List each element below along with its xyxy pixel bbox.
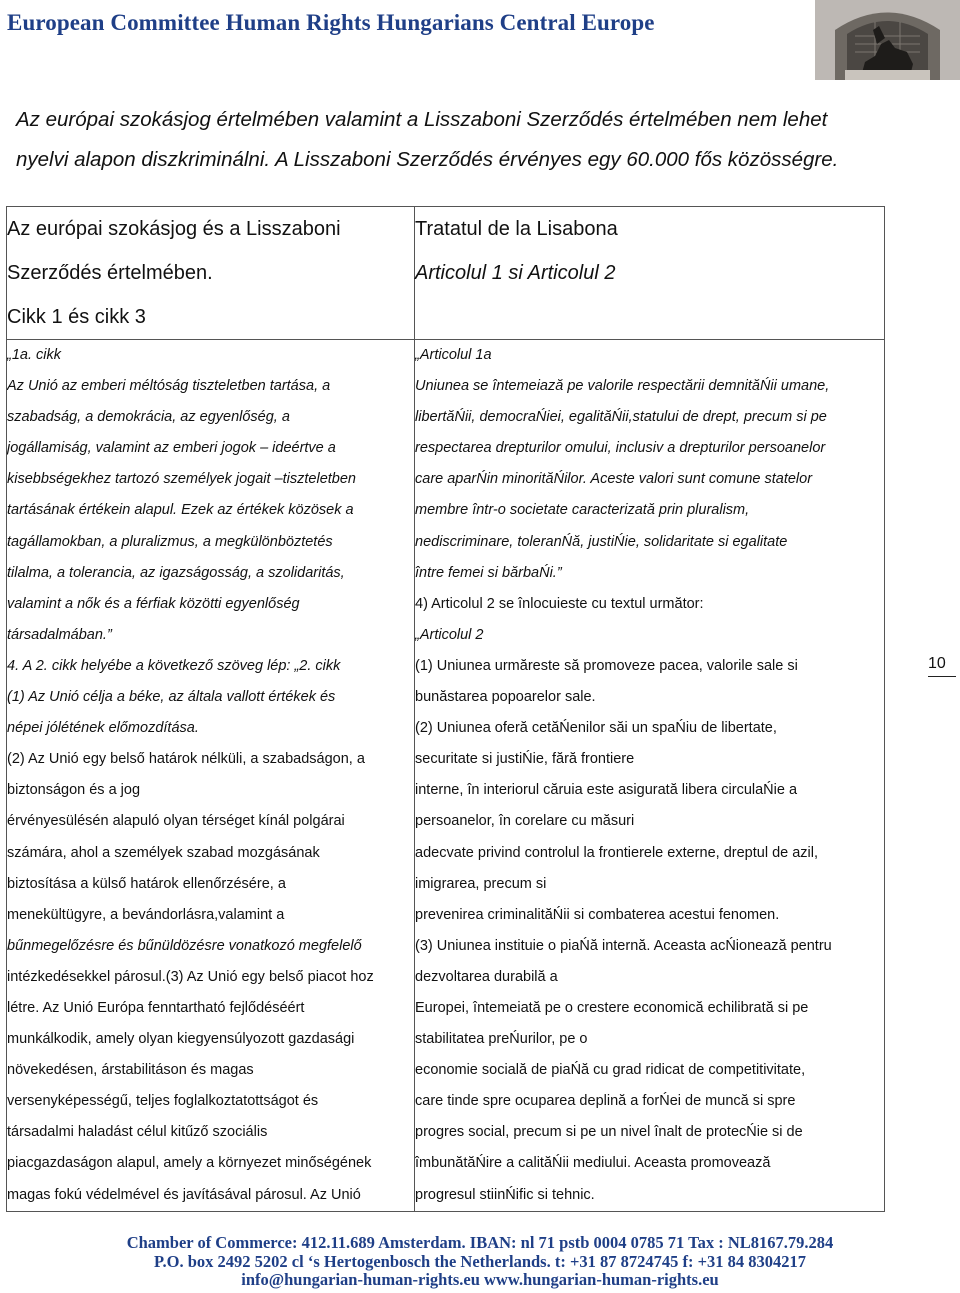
text-line: nediscriminare, toleranŃă, justiŃie, solidaritate si egalitate xyxy=(415,533,788,550)
intro-line: Az európai szokásjog értelmében valamint a Lisszaboni Szerződés értelmében nem lehet xyxy=(16,108,828,131)
text-line: intézkedésekkel párosul.(3) Az Unió egy belső piacot hoz xyxy=(7,968,374,985)
text-line: társadalmi haladást célul kitűző szociális xyxy=(7,1124,268,1141)
letterhead-footer xyxy=(0,1234,960,1290)
text-line: progresul stiinŃific si tehnic. xyxy=(415,1186,595,1203)
page-number: 10 xyxy=(928,655,956,677)
text-line: (3) Uniunea instituie o piaŃă internă. Aceasta acŃionează pentru xyxy=(415,937,832,954)
text-line: jogállamiság, valamint az emberi jogok – ideértve a xyxy=(7,440,336,457)
text-line: „Articolul 1a xyxy=(415,347,492,363)
left-body-cell xyxy=(7,340,415,1212)
text-line: társadalmában.” xyxy=(7,626,112,643)
text-line: (2) Uniunea oferă cetăŃenilor săi un spaŃiu de libertate, xyxy=(415,720,777,737)
text-line: imigrarea, precum si xyxy=(415,875,547,892)
text-line: létre. Az Unió Európa fenntartható fejlődéséért xyxy=(7,999,305,1016)
intro-paragraph xyxy=(16,100,896,180)
text-line: Uniunea se întemeiază pe valorile respectării demnităŃii umane, xyxy=(415,378,830,395)
footer-line: Chamber of Commerce: 412.11.689 Amsterdam. IBAN: nl 71 pstb 0004 0785 71 Tax : NL8167.79.284 xyxy=(126,1233,834,1252)
text-line: munkálkodik, amely olyan kiegyensúlyozott gazdasági xyxy=(7,1031,355,1048)
letterhead-title: European Committee Human Rights Hungarians Central Europe xyxy=(7,10,655,35)
text-line: növekedésen, árstabilitáson és magas xyxy=(7,1062,254,1079)
text-line: care tinde spre ocuparea deplină a forŃei de muncă si spre xyxy=(415,1093,796,1110)
text-line: progres social, precum si pe un nivel înalt de protecŃie si de xyxy=(415,1124,803,1141)
text-line: menekültügyre, a bevándorlásra,valamint a xyxy=(7,906,285,923)
text-line: respectarea drepturilor omului, inclusiv a drepturilor persoanelor xyxy=(415,440,826,457)
text-line: bűnmegelőzésre és bűnüldözésre vonatkozó megfelelő xyxy=(7,937,362,954)
text-line: versenyképességű, teljes foglalkoztatottságot és xyxy=(7,1093,319,1110)
text-line: számára, ahol a személyek szabad mozgásának xyxy=(7,844,320,861)
text-line: „1a. cikk xyxy=(7,347,61,363)
right-heading-line: Tratatul de la Lisabona xyxy=(415,218,618,240)
text-line: biztonságon és a jog xyxy=(7,782,141,799)
text-line: tagállamokban, a pluralizmus, a megkülönböztetés xyxy=(7,533,333,550)
text-line: stabilitatea preŃurilor, pe o xyxy=(415,1031,588,1048)
text-line: népei jólétének előmozdítása. xyxy=(7,720,199,737)
intro-line: nyelvi alapon diszkriminálni. A Lisszaboni Szerződés érvényes egy 60.000 fős közösségre. xyxy=(16,148,839,171)
left-heading-line: Az európai szokásjog és a Lisszaboni xyxy=(7,218,341,240)
text-line: prevenirea criminalităŃii si combaterea acestui fenomen. xyxy=(415,906,780,923)
text-line: economie socială de piaŃă cu grad ridicat de competitivitate, xyxy=(415,1062,806,1079)
text-line: piacgazdaságon alapul, amely a környezet minőségének xyxy=(7,1155,372,1172)
text-line: membre într-o societate caracterizată prin pluralism, xyxy=(415,502,750,519)
text-line: interne, în interiorul căruia este asigurată libera circulaŃie a xyxy=(415,782,798,799)
text-line: tilalma, a tolerancia, az igazságosság, a szolidaritás, xyxy=(7,564,345,581)
text-line: „Articolul 2 xyxy=(415,626,484,643)
text-line: magas fokú védelmével és javításával párosul. Az Unió xyxy=(7,1186,361,1203)
text-line: 4. A 2. cikk helyébe a következő szöveg lép: „2. cikk xyxy=(7,657,341,674)
text-line: tartásának értékein alapul. Ezek az értékek közösek a xyxy=(7,502,354,519)
text-line: îmbunătăŃire a calităŃii mediului. Aceasta promovează xyxy=(415,1155,771,1172)
comparison-table xyxy=(6,206,885,1212)
text-line: (1) Uniunea urmăreste să promoveze pacea, valorile sale si xyxy=(415,657,798,674)
text-line: (2) Az Unió egy belső határok nélküli, a szabadságon, a xyxy=(7,751,365,768)
text-line: szabadság, a demokrácia, az egyenlőség, a xyxy=(7,409,290,426)
footer-line: P.O. box 2492 5202 cl ‘s Hertogenbosch the Netherlands. t: +31 87 8724745 f: +31 84 8304217 xyxy=(153,1251,807,1271)
text-line: bunăstarea popoarelor sale. xyxy=(415,689,596,706)
left-heading-line: Szerződés értelmében. xyxy=(7,262,213,284)
text-line: care aparŃin minorităŃilor. Aceste valori sunt comune statelor xyxy=(415,471,813,488)
text-line: érvényesülésén alapuló olyan térséget kínál polgárai xyxy=(7,813,345,830)
text-line: persoanelor, în corelare cu măsuri xyxy=(415,813,635,830)
text-line: kisebbségekhez tartozó személyek jogait –tiszteletben xyxy=(7,471,356,488)
statue-logo-image xyxy=(815,0,960,80)
right-heading-cell xyxy=(415,207,885,340)
text-line: 4) Articolul 2 se înlocuieste cu textul următor: xyxy=(415,595,704,612)
text-line: biztosítása a külső határok ellenőrzésére, a xyxy=(7,875,286,892)
right-body-cell xyxy=(415,340,885,1212)
footer-line: info@hungarian-human-rights.eu www.hungarian-human-rights.eu xyxy=(241,1270,719,1289)
text-line: Europei, întemeiată pe o crestere economică echilibrată si pe xyxy=(415,999,809,1016)
text-line: valamint a nők és a férfiak közötti egyenlőség xyxy=(7,595,300,612)
right-heading-line: Articolul 1 si Articolul 2 xyxy=(415,262,616,284)
left-heading-line: Cikk 1 és cikk 3 xyxy=(7,306,146,328)
text-line: dezvoltarea durabilă a xyxy=(415,968,558,985)
text-line: adecvate privind controlul la frontierele externe, dreptul de azil, xyxy=(415,844,819,861)
text-line: Az Unió az emberi méltóság tiszteletben tartása, a xyxy=(7,378,331,395)
text-line: securitate si justiŃie, fără frontiere xyxy=(415,751,635,768)
left-heading-cell xyxy=(7,207,415,340)
text-line: între femei si bărbaŃi.” xyxy=(415,564,562,581)
text-line: libertăŃii, democraŃiei, egalităŃii,statului de drept, precum si pe xyxy=(415,409,827,426)
text-line: (1) Az Unió célja a béke, az általa vallott értékek és xyxy=(7,689,336,706)
